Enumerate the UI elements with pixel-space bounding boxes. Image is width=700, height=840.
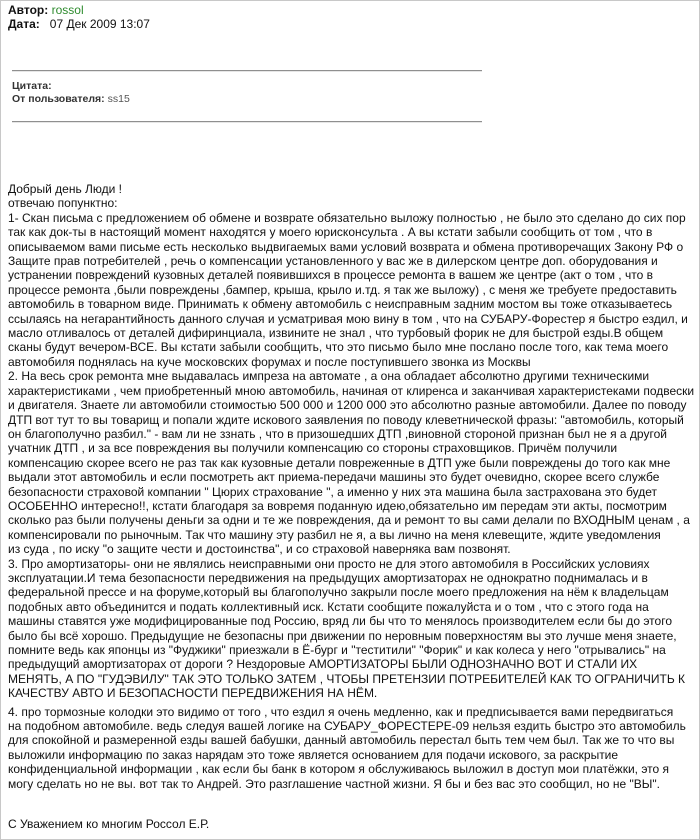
text-line: безопасности страховой компании " Цюрих страхование ", а именно у них эта машина была застрахована это будет <box>8 484 657 499</box>
text-line: подобных авто объединится и подать коллективный иск. Кстати сообщите пожалуйста и о том , что с этого года на <box>8 599 649 614</box>
text-line: устранении повреждений кузовных деталей появившихся в процессе ремонта в вашем же центре (акт о том , что в <box>8 268 653 283</box>
text-line: предыдущий амортизаторах от дороги ? Нездоровые АМОРТИЗАТОРЫ БЫЛИ ОДНОЗНАЧНО ВОТ И СТАЛИ ИХ <box>8 657 638 672</box>
text-line: машины ставятся уже модифицированные под Россию, вряд ли бы что то менялось производителем если бы до этого <box>8 614 673 629</box>
date-row <box>8 17 150 31</box>
text-line: и двигателя. Знаете ли автомобили стоимостью 500 000 и 1200 000 это абсолютно разные автомобили. Далее по поводу <box>8 398 687 413</box>
text-line: Защите прав потребителей , речь о компенсации установленного у вас же в дилерском центре доп. оборудования и <box>8 254 658 269</box>
date-value: 07 Дек 2009 13:07 <box>49 17 150 31</box>
text-line: КАЧЕСТВУ АВТО И БЕЗОПАСНОСТИ ПЕРЕДВИЖЕНИЯ НА НЁМ. <box>8 686 378 701</box>
paragraph-1 <box>8 211 694 369</box>
paragraph-2 <box>8 369 694 556</box>
text-line: помните ведь как японцы из "Фуджики" приезжали в Ё-бург и "теститили" "Форик" и как колеса у него "отрывались" на <box>8 643 666 657</box>
paragraph-3 <box>8 557 694 701</box>
text-line: могу сделать но не вы. вот так то Андрей. Это разглашение частной жизни. Я бы и без вас это сообщил, но не "ВЫ". <box>8 776 660 791</box>
post-body <box>8 182 694 791</box>
text-line: 2. На весь срок ремонта мне выдавалась импреза на автомате , а она обладает абсолютно другими техническими <box>8 369 650 384</box>
text-line: сколько раз были получены деньги за одни и те же повреждения, да и ремонт то вы сами делали по ВХОДНЫМ ценам , а <box>8 513 690 528</box>
quote-from-user: ss15 <box>107 93 130 105</box>
author-label: Автор: <box>8 3 49 17</box>
text-line: федеральной прессе и на форуме,который вы благополучно закрыли после моего предложения на нём к владельцам <box>8 585 669 600</box>
quote-divider-top <box>12 70 482 72</box>
text-line: компенсировали по рыночным. Так что машину эту разбил не я, а вы лично на меня клевещите, ждите уведомления <box>8 527 661 542</box>
text-line: выложили информацию по заказ нарядам это тоже является основанием для подачи искового, за раскрытие <box>8 747 619 762</box>
text-line: учатник ДТП , и за все повреждения вы получили компенсацию со стороны страховщиков. Причём получили <box>8 441 618 456</box>
quote-from <box>12 93 130 106</box>
text-line: ссылаясь на негарантийность данного случая и усматривая мою вину в том , что на СУБАРУ-Форестер я быстро ездил, и <box>8 311 688 326</box>
text-line: ДТП вот тут то вы товарищ и попали ждите искового заявления по поводу клеветнической фразы: "автомобиль, который <box>8 412 684 427</box>
author-name-link[interactable]: rossol <box>51 3 84 17</box>
text-line: конфиденциальной информации , как если бы банк в котором я обслуживаюсь выложил в доступ мои платёжки, это я <box>8 762 670 777</box>
text-line: было бы всё хорошо. Предыдущие не безопасны при движении по неровным поверхностям вы это лучше меня знаете, <box>8 628 677 643</box>
quote-title: Цитата: <box>12 80 52 92</box>
text-line: эксплуатации.И тема безопасности передвижения на предыдущих амортизаторах не однократно поднималась и в <box>8 570 648 585</box>
text-line: автомобиля поднялась на куче московских форумах и после поступившего звонка из Москвы <box>8 354 531 369</box>
text-line: 1- Скан письма с предложением об обмене и возврате обязательно выложу полностью , не было это сделано до сих пор <box>8 210 686 225</box>
text-line: так как док-ты в настоящий момент находятся у моего юрисконсульта . А вы кстати забыли сообщить от том , что в <box>8 225 653 240</box>
text-line: на подобном автомобиле. ведь следуя вашей логике на СУБАРУ_ФОРЕСТЕРЕ-09 нельзя ездить быстро это автомобиль <box>8 719 686 734</box>
text-line: из суда , по иску "о защите чести и достоинства", и со страховой наверняка вам позвонят. <box>8 542 511 557</box>
date-label: Дата: <box>8 17 40 31</box>
quote-from-label: От пользователя: <box>12 93 105 105</box>
text-line: МЕНЯТЬ, А ПО "ГУДЭВИЛУ" ТАК ЭТО ТОЛЬКО ЗАТЕМ , ЧТОБЫ ПРЕТЕНЗИИ ПОТРЕБИТЕЛЕЙ КАК ТО ОГРАНИЧИТЬ К <box>8 671 686 686</box>
text-line: масло отливалось от деталей дифиринциала, извините не знал , что турбовый форик не для быстрой езды.В общем <box>8 326 664 341</box>
text-line: автомобиль в товарном виде. Принимать к обмену автомобиль с неисправным задним мостом вы тоже отказываетесь <box>8 297 673 312</box>
text-line: выдали этот автомобиль и если посмотреть акт приема-передачи машины это будет очевидно, скорее всего службе <box>8 470 660 485</box>
greeting-line: Добрый день Люди ! <box>8 182 123 196</box>
text-line: 3. Про амортизаторы- они не являлись неисправными они просто не для этого автомобиля в Российских условиях <box>8 556 650 571</box>
text-line: 4. про тормозные колодки это видимо от того , что ездил я очень медленно, как и предписывается вами передвигаться <box>8 704 674 719</box>
text-line: процессе ремонта ,были повреждены ,бампер, крыша, крыло и.тд. я так же выложу) , с меня же требуете предоставить <box>8 282 677 297</box>
text-line: сканы будут вечером-ВСЕ. Вы кстати забыли сообщить, что это письмо было мне послано после того, как тема моего <box>8 340 669 355</box>
text-line: компенсацию скорее всего не раз так как кузовные детали повреженные в ДТП уже были повреждены до того как мне <box>8 455 671 470</box>
text-line: описываемом вами письме есть несколько выдвигаемых вами условий возврата и обмена противоречащих Закону РФ о <box>8 239 684 254</box>
author-row <box>8 3 84 17</box>
text-line: характеристиками , чем приобретенный мною автомобиль, начиная от клиренса и заканчивая характеристеками подвески <box>8 383 695 398</box>
signature-line: С Уважением ко многим Россол Е.Р. <box>8 817 210 831</box>
text-line: ОСОБЕННО интересно!!, кстати благодаря за вовремя поданную идею,обязательно им передам эти акты, посмотрим <box>8 498 667 513</box>
text-line: он благополучно разбил." - вам ли не ззнать , что в призошедших ДТП ,виновной стороной признан был не я а другой <box>8 426 667 441</box>
quote-divider-bottom <box>12 121 482 123</box>
paragraph-4 <box>8 705 694 791</box>
text-line: для спокойной и размеренной езды вашей бабушки, данный автомобиль перестал быть тем чем был. Так же то что вы <box>8 733 675 748</box>
intro-line: отвечаю попунктно: <box>8 196 118 211</box>
